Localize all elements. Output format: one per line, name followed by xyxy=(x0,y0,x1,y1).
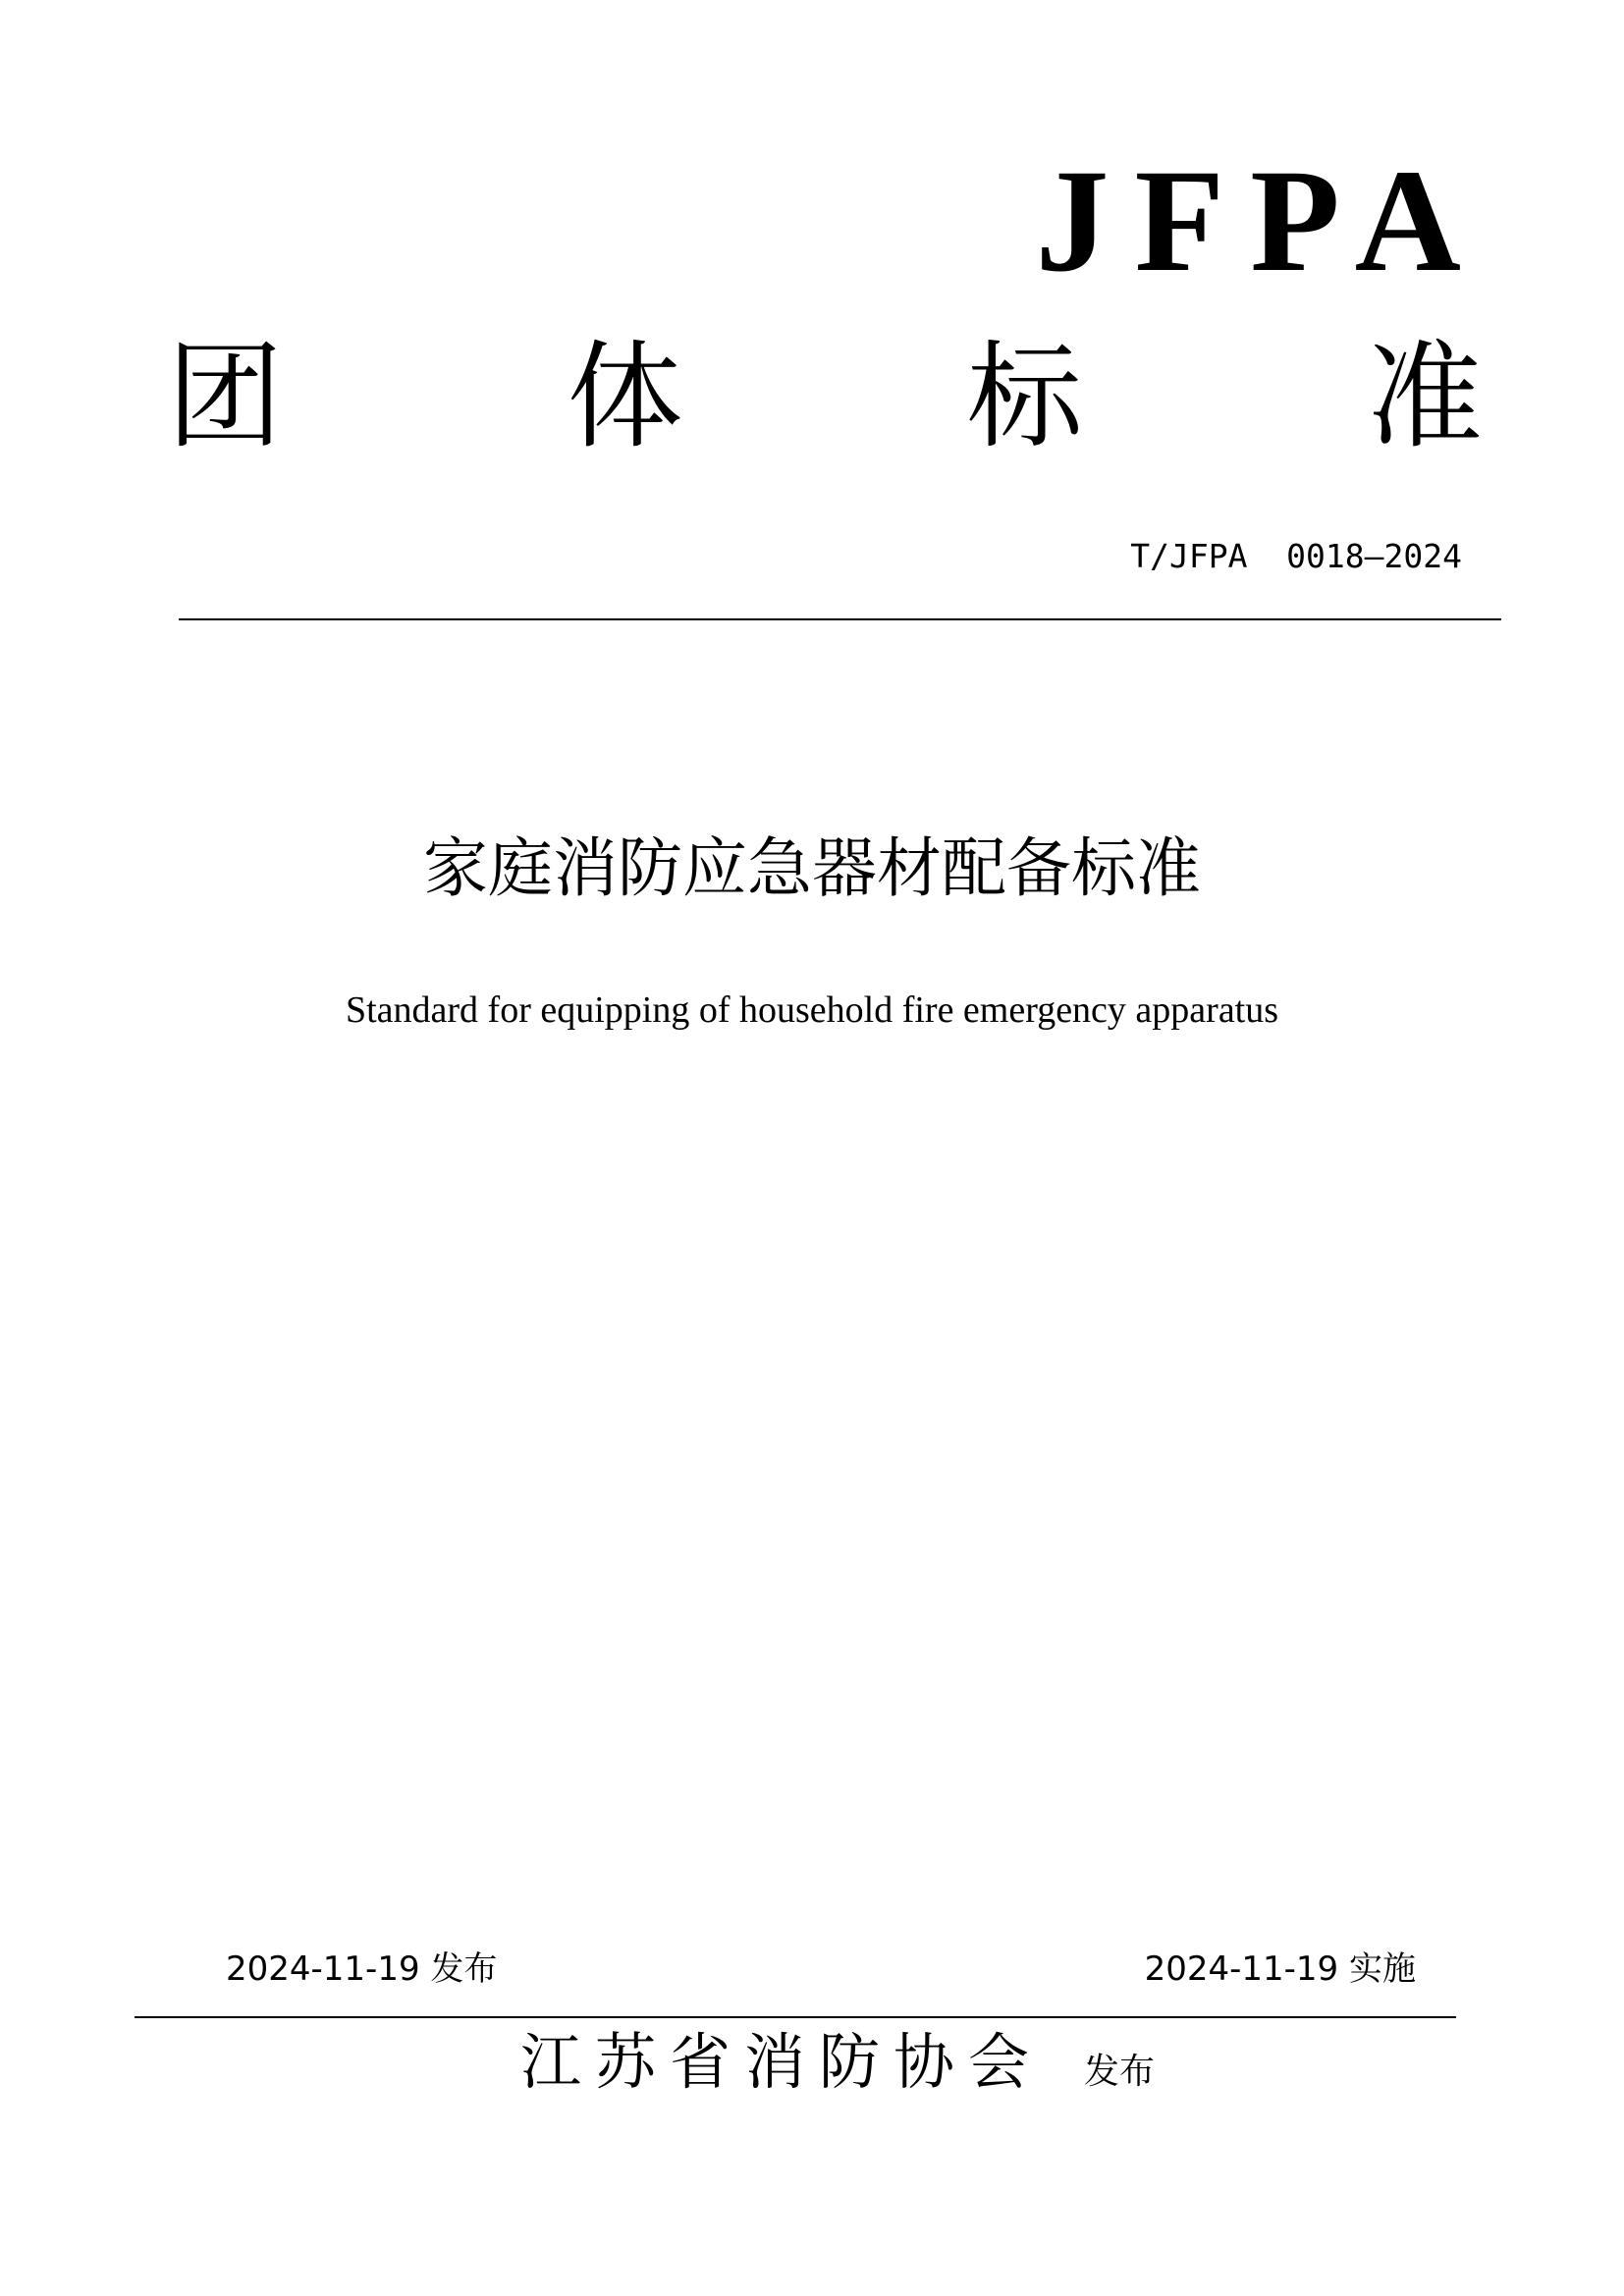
document-title-chinese: 家庭消防应急器材配备标准 xyxy=(423,830,1201,906)
standard-code: T/JFPA 0018—2024 xyxy=(1130,537,1462,575)
publisher-action: 发布 xyxy=(1084,2052,1156,2092)
standard-type-char: 准 xyxy=(1366,329,1483,464)
top-divider xyxy=(179,618,1501,620)
document-title-english: Standard for equipping of household fire emergency apparatus xyxy=(345,989,1279,1031)
standard-type-char: 标 xyxy=(966,329,1083,464)
publisher-line xyxy=(520,2026,1156,2098)
standard-type-char: 体 xyxy=(567,329,683,464)
implementation-date: 2024-11-19 实施 xyxy=(1144,1949,1416,1989)
bottom-divider xyxy=(135,2016,1456,2018)
standard-type-heading xyxy=(167,329,1483,464)
standard-type-char: 团 xyxy=(167,329,284,464)
publisher-name: 江苏省消防协会 xyxy=(520,2026,1044,2098)
org-mark: JFPA xyxy=(1035,139,1487,302)
issue-date: 2024-11-19 发布 xyxy=(226,1949,498,1989)
